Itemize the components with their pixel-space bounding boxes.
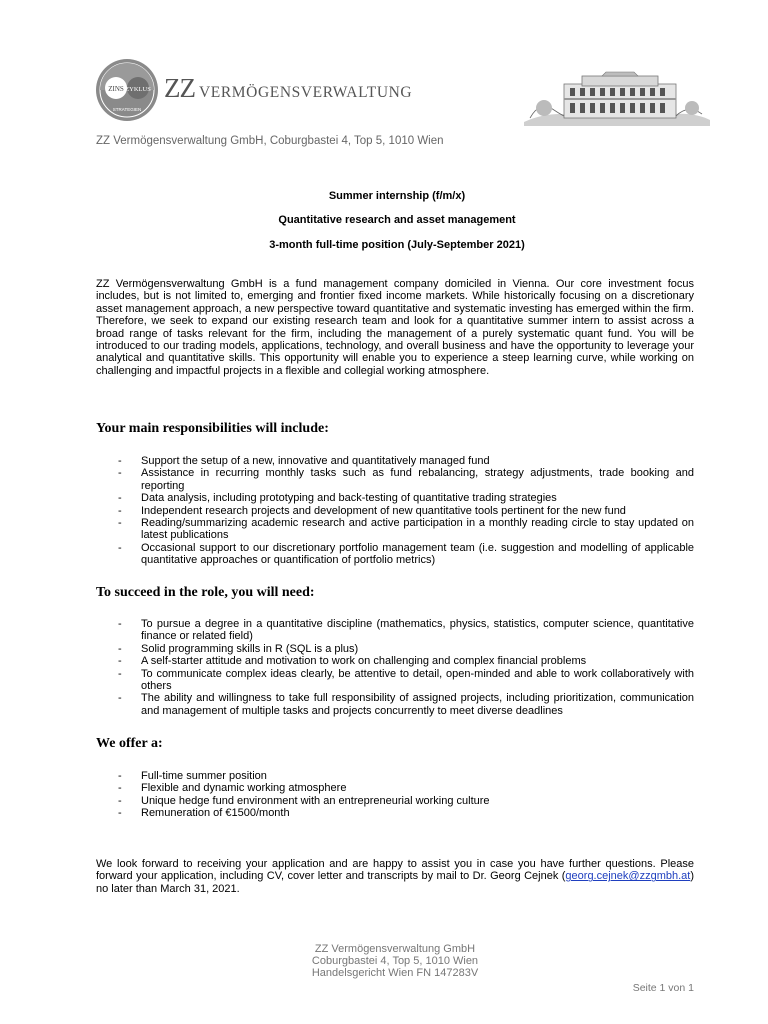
list-item: - Support the setup of a new, innovative and quantitatively managed fund	[118, 455, 490, 467]
closing-text-after: ) no later than March 31, 2021.	[96, 870, 694, 895]
company-logo	[94, 57, 414, 129]
list-item: - Data analysis, including prototyping and back-testing of quantitative trading strategies	[118, 492, 557, 505]
title-duration: 3-month full-time position (July-September 2021)	[269, 239, 525, 251]
zins-zyklus-seal-icon	[94, 57, 160, 123]
footer	[96, 943, 694, 980]
list-item: - A self-starter attitude and motivation to work on challenging and complex financial problems	[118, 655, 587, 668]
contact-email-link[interactable]: georg.cejnek@zzgmbh.at	[565, 870, 691, 883]
seal-bottom-text: STRATEGIEN	[112, 107, 142, 112]
title-internship: Summer internship (f/m/x)	[328, 190, 466, 202]
requirements-list	[96, 618, 694, 717]
logo-wordmark	[164, 73, 412, 104]
list-item: - Full-time summer position	[118, 770, 267, 782]
palais-building-illustration	[520, 70, 712, 128]
list-item: - Occasional support to our discretionary portfolio management team (i.e. suggestion and modelling of applicable quantitative approaches or quantification of portfolio metrics)	[118, 541, 694, 567]
list-item: - Independent research projects and development of new quantitative tools pertinent for the new fund	[118, 504, 626, 517]
list-item: - Solid programming skills in R (SQL is a plus)	[118, 642, 359, 655]
offer-list	[96, 770, 694, 820]
list-item: - The ability and willingness to take full responsibility of assigned projects, including prioritization, communication and management of multiple tasks and projects concurrently to meet diverse deadlines	[118, 692, 694, 717]
footer-company: ZZ Vermögensverwaltung GmbH	[314, 943, 476, 955]
logo-zz: ZZ	[164, 73, 195, 103]
intro-paragraph: ZZ Vermögensverwaltung GmbH is a fund management company domiciled in Vienna. Our core investment focus includes, but is not limited to, emerging and frontier fixed income markets. While historically focusing on a discretionary asset management approach, a new perspective toward quantitative and systematic investing has emerged within the firm. Therefore, we seek to expand our existing research team and look for a quantitative summer intern to assist across a broad range of tasks relevant for the firm, including the management of a purely systematic quant fund. You will be introduced to our trading models, applications, technology, and overall business and have the opportunity to leverage your analytical and quantitative skills. This opportunity will enable you to experience a steep learning curve, while working on challenging and impactful projects in a flexible and collegial working atmosphere.	[96, 278, 694, 377]
closing-paragraph	[96, 858, 694, 895]
seal-right-text: ZYKLUS	[125, 86, 151, 93]
footer-address: Coburgbastei 4, Top 5, 1010 Wien	[311, 955, 479, 968]
logo-vermoegensverwaltung: VERMÖGENSVERWALTUNG	[199, 84, 413, 101]
responsibilities-list	[96, 455, 694, 567]
list-item: - Reading/summarizing academic research and active participation in a monthly reading circle to stay updated on latest publications	[118, 517, 694, 542]
title-position-area: Quantitative research and asset management	[278, 214, 516, 226]
list-item: - Remuneration of €1500/month	[118, 807, 290, 820]
list-item: - Unique hedge fund environment with an entrepreneurial working culture	[118, 794, 490, 807]
seal-left-text: ZINS	[108, 85, 124, 93]
list-item: - To pursue a degree in a quantitative discipline (mathematics, physics, statistics, computer science, quantitative finance or related field)	[118, 618, 694, 643]
list-item: - To communicate complex ideas clearly, be attentive to detail, open-minded and able to work collaboratively with others	[118, 667, 694, 693]
page-number: Seite 1 von 1	[632, 982, 694, 994]
closing-text-before: We look forward to receiving your application and are happy to assist you in case you have further questions. Please forward your application, including CV, cover letter and transcripts by mail to Dr. Georg Cejnek (	[96, 858, 694, 883]
requirements-heading: To succeed in the role, you will need:	[96, 585, 315, 600]
footer-register: Handelsgericht Wien FN 147283V	[311, 967, 479, 980]
list-item: - Assistance in recurring monthly tasks such as fund rebalancing, strategy adjustments, trade booking and reporting	[118, 467, 694, 492]
offer-heading: We offer a:	[96, 736, 163, 751]
responsibilities-heading: Your main responsibilities will include:	[96, 421, 329, 436]
company-address-line: ZZ Vermögensverwaltung GmbH, Coburgbastei 4, Top 5, 1010 Wien	[96, 135, 444, 147]
list-item: - Flexible and dynamic working atmosphere	[118, 782, 347, 795]
